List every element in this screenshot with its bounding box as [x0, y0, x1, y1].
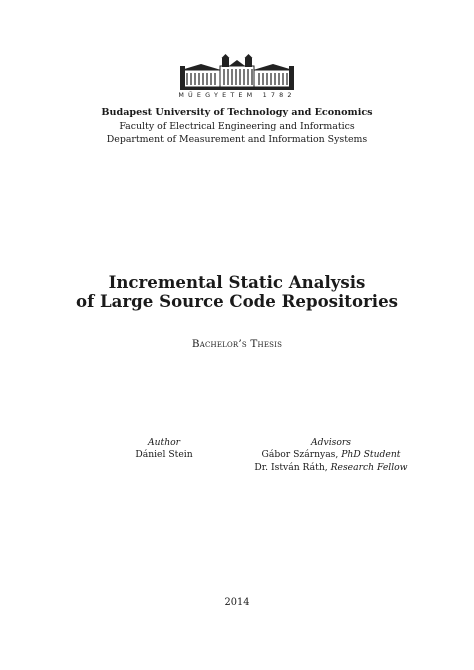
thesis-type: Bachelor’s Thesis	[191, 338, 283, 350]
department-name: Department of Measurement and Information Systems	[106, 134, 368, 145]
author-heading: Author	[147, 437, 181, 448]
university-building-icon	[178, 54, 296, 92]
advisors-heading: Advisors	[311, 437, 351, 448]
university-logo	[178, 54, 296, 100]
advisor-name: Dr. István Ráth,	[254, 461, 331, 473]
advisor-name: Gábor Szárnyas,	[261, 449, 342, 460]
advisor-entry	[231, 449, 431, 462]
author-name: Dániel Stein	[135, 449, 193, 460]
advisor-role: Research Fellow	[330, 461, 408, 473]
advisor-entry	[231, 462, 431, 475]
thesis-title-line-2: of Large Source Code Repositories	[76, 291, 398, 311]
faculty-name: Faculty of Electrical Engineering and Informatics	[119, 121, 355, 132]
university-name: Budapest University of Technology and Economics	[101, 107, 373, 118]
thesis-title-line-1: Incremental Static Analysis	[108, 272, 366, 292]
advisor-role: PhD Student	[341, 449, 401, 460]
logo-caption: MŰEGYETEM 1782	[178, 91, 296, 99]
advisors-block	[231, 436, 431, 474]
thesis-year: 2014	[224, 597, 250, 608]
